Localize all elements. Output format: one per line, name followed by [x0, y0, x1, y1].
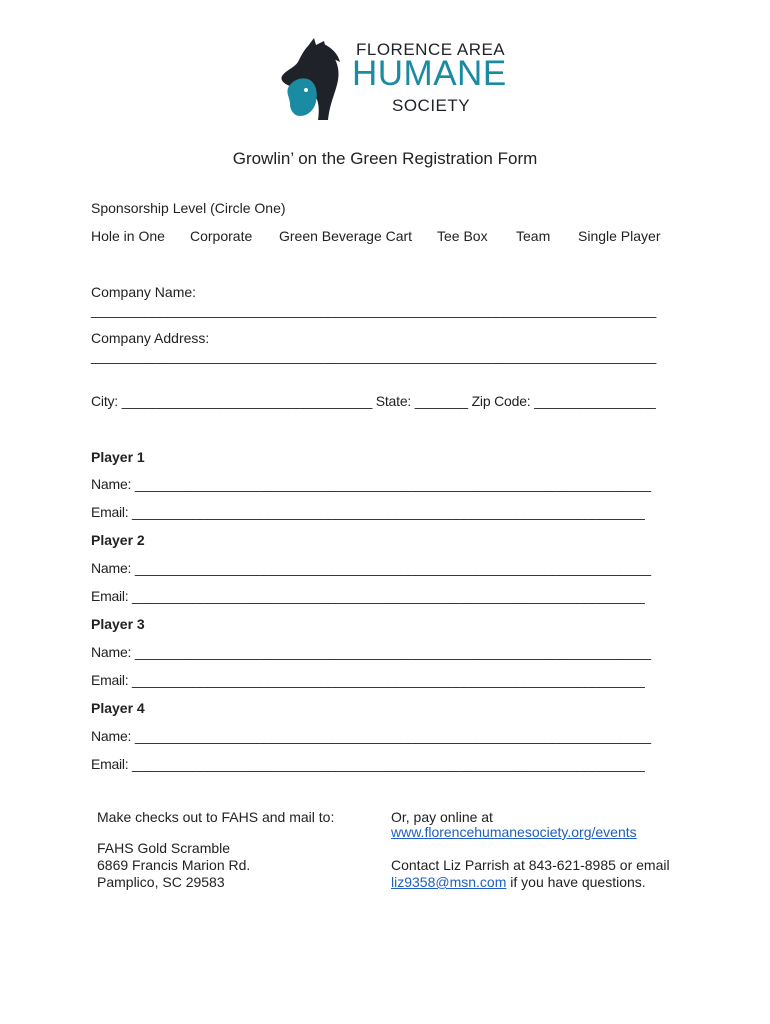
events-link[interactable]: www.florencehumanesociety.org/events	[391, 824, 637, 840]
player-1-email-line: Email: ____________________________________________________________________	[91, 504, 645, 520]
player-3-name-line: Name: ____________________________________________________________________	[91, 644, 651, 660]
sponsorship-option-green-beverage-cart: Green Beverage Cart	[279, 228, 413, 244]
contact-email-link[interactable]: liz9358@msn.com	[391, 874, 507, 890]
contact-suffix: if you have questions.	[506, 874, 646, 890]
logo-line-2: HUMANE	[352, 54, 507, 93]
sponsorship-option-hole-in-one: Hole in One	[91, 228, 165, 244]
online-intro: Or, pay online at	[391, 809, 493, 825]
player-2-heading: Player 2	[91, 532, 145, 548]
player-2-email-line: Email: ____________________________________________________________________	[91, 588, 645, 604]
city-state-zip-line: City: _________________________________ State: _______ Zip Code: ________________	[91, 393, 656, 409]
company-address-line: __________________________________________________________________________	[91, 348, 657, 364]
player-2-name-line: Name: ____________________________________________________________________	[91, 560, 651, 576]
mail-address-line-1: FAHS Gold Scramble	[97, 840, 231, 856]
player-4-heading: Player 4	[91, 700, 145, 716]
player-4-name-line: Name: ____________________________________________________________________	[91, 728, 651, 744]
logo-line-3: SOCIETY	[392, 96, 471, 115]
player-3-heading: Player 3	[91, 616, 145, 632]
sponsorship-option-corporate: Corporate	[190, 228, 253, 244]
sponsorship-option-single-player: Single Player	[578, 228, 661, 244]
company-name-label: Company Name:	[91, 284, 197, 300]
player-1-name-line: Name: ____________________________________________________________________	[91, 476, 651, 492]
player-4-email-line: Email: ____________________________________________________________________	[91, 756, 645, 772]
horse-dog-icon	[278, 36, 358, 124]
form-title: Growlin’ on the Green Registration Form	[232, 149, 538, 168]
sponsorship-option-team: Team	[516, 228, 551, 244]
player-3-email-line: Email: ____________________________________________________________________	[91, 672, 645, 688]
mail-intro: Make checks out to FAHS and mail to:	[97, 809, 335, 825]
logo-line-1: FLORENCE AREA	[356, 40, 506, 59]
sponsorship-option-tee-box: Tee Box	[437, 228, 488, 244]
company-name-line: __________________________________________________________________________	[91, 302, 657, 318]
sponsorship-heading: Sponsorship Level (Circle One)	[91, 200, 286, 216]
player-1-heading: Player 1	[91, 449, 145, 465]
contact-text: Contact Liz Parrish at 843-621-8985 or email	[391, 857, 670, 873]
mail-address-line-2: 6869 Francis Marion Rd.	[97, 857, 251, 873]
organization-logo	[278, 36, 518, 124]
contact-email-line	[391, 874, 646, 890]
mail-address-line-3: Pamplico, SC 29583	[97, 874, 225, 890]
company-address-label: Company Address:	[91, 330, 210, 346]
